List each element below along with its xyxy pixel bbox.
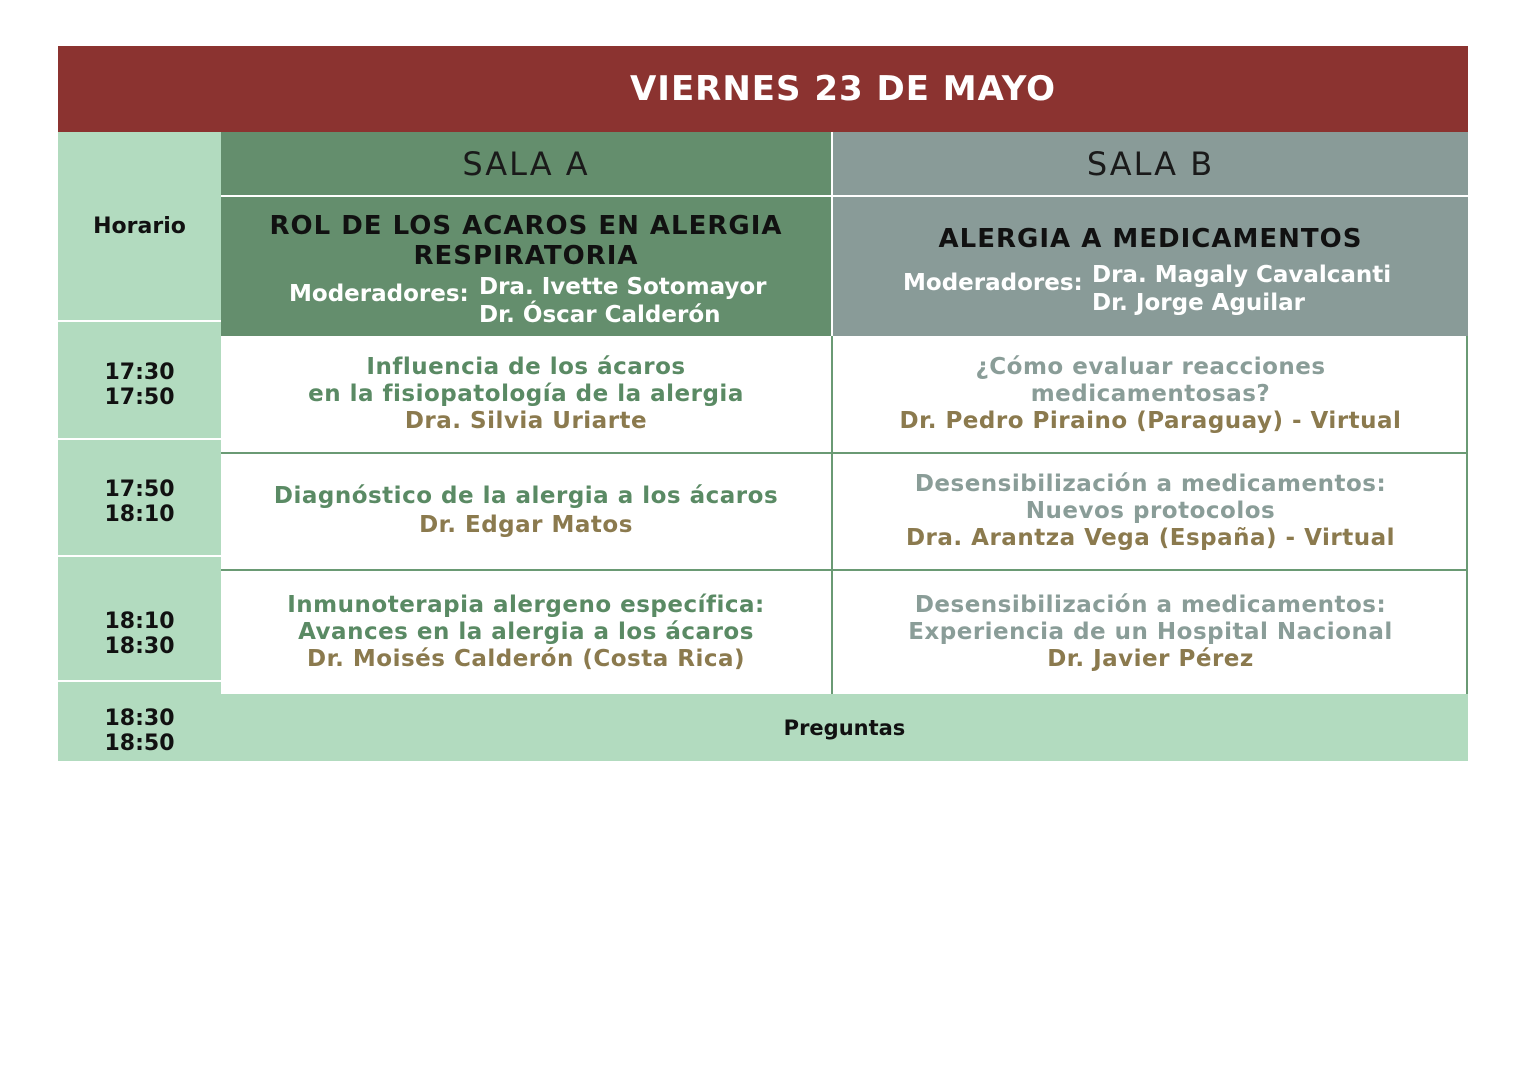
column-divider [831,336,833,694]
moderator-name: Dr. Óscar Calderón [479,302,721,328]
talk-speaker: Dr. Javier Pérez [1047,645,1254,672]
day-title: VIERNES 23 DE MAYO [629,69,1057,109]
talk-title-line: Desensibilización a medicamentos: [914,470,1387,497]
horario-header-cell [58,132,221,320]
session-b-block [833,197,1468,336]
talk-title-line: Influencia de los ácaros [366,353,686,380]
talk-speaker: Dra. Silvia Uriarte [404,407,648,434]
talk-title-line: Avances en la alergia a los ácaros [298,618,754,645]
row-divider [221,452,1468,454]
time-end: 18:30 [104,633,175,659]
talk-speaker: Dra. Arantza Vega (España) - Virtual [905,524,1396,551]
moderator-name: Dra. Magaly Cavalcanti [1092,262,1392,288]
sala-a-name: SALA A [462,145,590,183]
talk-title-line: Experiencia de un Hospital Nacional [908,618,1393,645]
time-end: 17:50 [104,385,175,410]
talk-title-line: medicamentosas? [1030,380,1271,407]
session-a-title-line-2: RESPIRATORIA [413,241,639,271]
time-cell [58,557,221,680]
session-a-moderators-label: Moderadores: [289,281,469,307]
session-b-moderators [1092,261,1391,317]
sala-b-header [833,132,1468,196]
time-start: 18:10 [104,608,175,634]
talk-b [833,336,1468,452]
session-a-title-line-1: ROL DE LOS ACAROS EN ALERGIA [269,211,783,241]
talk-speaker: Dr. Pedro Piraino (Paraguay) - Virtual [899,407,1402,434]
day-title-bar [58,46,1468,132]
preguntas-row [221,694,1468,761]
time-end: 18:10 [104,501,175,527]
time-start: 17:30 [104,360,175,385]
time-cell [58,682,221,761]
row-divider [221,569,1468,571]
session-b-moderators-label: Moderadores: [903,270,1083,296]
talk-title-line: Desensibilización a medicamentos: [914,591,1387,618]
talk-speaker: Dr. Moisés Calderón (Costa Rica) [307,645,745,672]
time-start: 17:50 [104,476,175,502]
session-a-block [221,197,831,336]
time-cell [58,440,221,555]
right-border [1466,336,1468,694]
moderator-name: Dra. Ivette Sotomayor [479,274,767,300]
moderator-name: Dr. Jorge Aguilar [1092,290,1305,316]
time-cell [58,322,221,438]
talk-speaker: Dr. Edgar Matos [419,512,633,538]
talk-title-line: en la fisiopatología de la alergia [308,380,744,407]
talk-a [221,570,831,694]
talk-b [833,570,1468,694]
talk-a [221,453,831,569]
talk-title-line: Inmunoterapia alergeno específica: [287,591,765,618]
session-b-title-line-1: ALERGIA A MEDICAMENTOS [938,224,1363,254]
horario-label: Horario [93,213,186,239]
talk-b [833,453,1468,569]
sala-b-name: SALA B [1086,145,1215,183]
talk-title-line: Nuevos protocolos [1025,497,1276,524]
session-a-moderators [479,273,767,329]
preguntas-label: Preguntas [783,715,906,740]
time-end: 18:50 [104,730,175,756]
sala-a-header [221,132,831,196]
talk-title-line: ¿Cómo evaluar reacciones [975,353,1326,380]
talk-a [221,336,831,452]
time-start: 18:30 [104,705,175,731]
talk-title-line: Diagnóstico de la alergia a los ácaros [273,483,779,509]
